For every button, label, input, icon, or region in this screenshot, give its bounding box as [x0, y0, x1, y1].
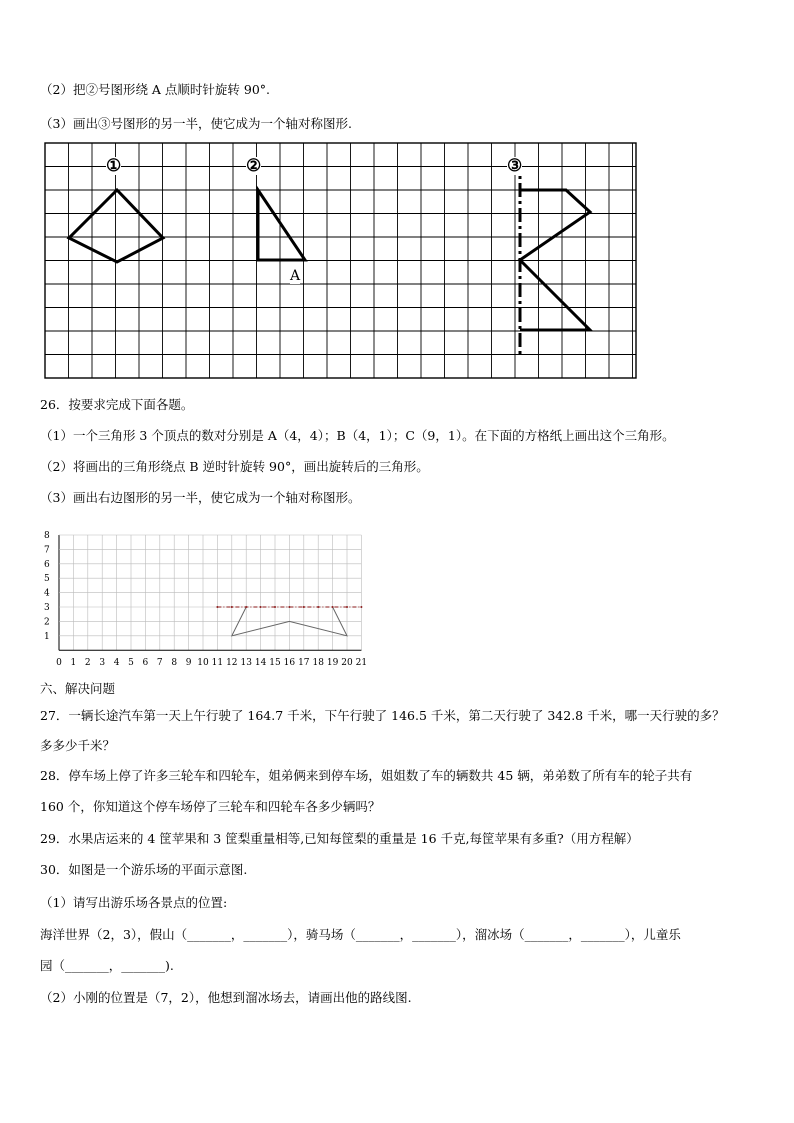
axis-marker: [332, 606, 334, 608]
q28-line2: 160 个，你知道这个停车场停了三轮车和四轮车各多少辆吗？: [40, 799, 381, 814]
shape-2: [258, 190, 305, 260]
y-tick-label: 1: [44, 631, 50, 642]
q26-item1: （1）一个三角形 3 个顶点的数对分别是 A（4，4）；B（4，1）；C（9，1）。在下面的方格纸上画出这个三角形。: [40, 428, 675, 443]
x-tick-label: 10: [197, 658, 209, 669]
y-tick-label: 4: [44, 588, 50, 599]
y-tick-label: 3: [44, 603, 50, 613]
axis-marker: [260, 606, 262, 608]
y-tick-label: 5: [44, 574, 50, 585]
axis-marker: [360, 606, 362, 608]
q30-line1: 海洋世界（2，3），假山（_______，_______），骑马场（_______，_______），溜冰场（_______，_______），儿童乐: [40, 927, 681, 942]
figure-26-grid: [35, 528, 375, 683]
x-tick-label: 4: [113, 658, 120, 669]
y-tick-label: 7: [44, 545, 50, 556]
q30-item2: （2）小刚的位置是（7，2），他想到溜冰场去，请画出他的路线图.: [40, 990, 412, 1005]
x-tick-label: 13: [240, 658, 252, 669]
axis-marker: [288, 606, 290, 608]
x-tick-label: 9: [185, 658, 192, 669]
axis-marker: [274, 606, 276, 608]
x-tick-label: 1: [70, 658, 77, 669]
x-tick-label: 12: [226, 658, 238, 669]
y-tick-label: 2: [44, 617, 50, 628]
q27-line2: 多多少千米？: [40, 738, 116, 753]
shape-1: [69, 190, 163, 262]
point-a-label: A: [290, 268, 301, 284]
x-tick-label: 19: [326, 658, 339, 669]
axis-marker: [317, 606, 319, 608]
q29-line1: 29．水果店运来的 4 筐苹果和 3 筐梨重量相等,已知每筐梨的重量是 16 千克,每筐苹果有多重?（用方程解）: [40, 831, 639, 846]
x-tick-label: 0: [56, 658, 62, 669]
x-tick-label: 11: [211, 658, 224, 669]
x-tick-label: 17: [298, 658, 310, 669]
x-tick-label: 5: [128, 658, 134, 669]
q30-item1: （1）请写出游乐场各景点的位置:: [40, 895, 228, 910]
axis-marker: [303, 606, 305, 608]
q26-title: 26．按要求完成下面各题。: [40, 397, 194, 412]
x-tick-label: 18: [312, 658, 324, 669]
q30-title: 30．如图是一个游乐场的平面示意图.: [40, 862, 248, 877]
q25-item2: （2）把②号图形绕 A 点顺时针旋转 90°.: [40, 82, 271, 97]
x-tick-label: 6: [142, 658, 149, 669]
x-tick-label: 3: [99, 658, 106, 669]
fig-label-1: ①: [106, 156, 122, 176]
q25-item3: （3）画出③号图形的另一半，使它成为一个轴对称图形.: [40, 116, 352, 131]
q26-item3: （3）画出右边图形的另一半，使它成为一个轴对称图形。: [40, 490, 361, 505]
axis-marker: [231, 606, 233, 608]
x-tick-label: 8: [171, 658, 178, 669]
figure-25-grid: [0, 140, 794, 380]
x-tick-label: 20: [341, 658, 353, 669]
fig-label-2: ②: [246, 156, 262, 176]
x-tick-label: 21: [355, 658, 368, 669]
axis-marker: [216, 606, 218, 608]
x-tick-label: 16: [283, 658, 296, 669]
section6-title: 六、解决问题: [40, 681, 116, 696]
q26-item2: （2）将画出的三角形绕点 B 逆时针旋转 90°，画出旋转后的三角形。: [40, 459, 429, 474]
y-tick-label: 6: [44, 559, 50, 570]
shape-3-half: [520, 190, 590, 330]
axis-marker: [245, 606, 247, 608]
x-tick-label: 15: [269, 658, 281, 669]
fig-label-3: ③: [507, 156, 523, 176]
x-tick-label: 2: [84, 658, 91, 669]
q30-line2: 园（_______，_______).: [40, 958, 174, 973]
axis-marker: [346, 606, 348, 608]
q27-line1: 27．一辆长途汽车第一天上午行驶了 164.7 千米，下午行驶了 146.5 千米，第二天行驶了 342.8 千米，哪一天行驶的多？: [40, 708, 725, 723]
y-tick-label: 8: [44, 531, 50, 541]
x-tick-label: 7: [156, 658, 163, 669]
x-tick-label: 14: [254, 658, 267, 669]
q28-line1: 28．停车场上停了许多三轮车和四轮车，姐弟俩来到停车场，姐姐数了车的辆数共 45 辆，弟弟数了所有车的轮子共有: [40, 768, 693, 783]
